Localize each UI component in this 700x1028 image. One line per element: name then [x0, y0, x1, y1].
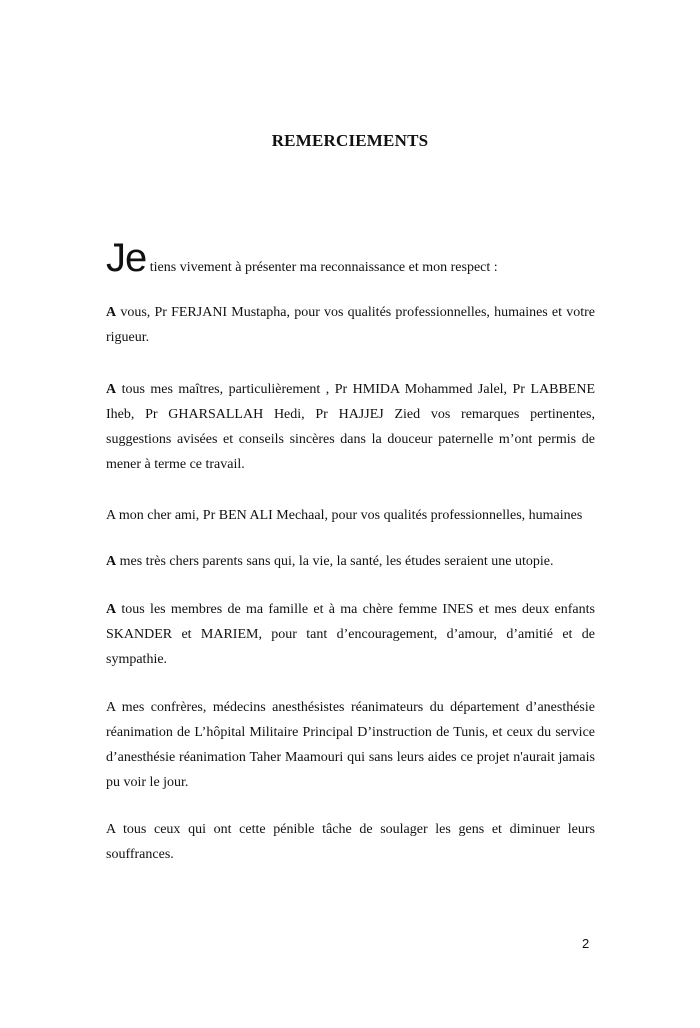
paragraph-ferjani [106, 300, 595, 350]
paragraph-text: mes très chers parents sans qui, la vie, la santé, les études seraient une utopie. [116, 554, 554, 569]
paragraph-text: A tous ceux qui ont cette pénible tâche de soulager les gens et diminuer leurs souffrances. [106, 822, 595, 862]
paragraph-maitres [106, 377, 595, 477]
paragraph-parents [106, 549, 595, 574]
paragraph-lead: A [106, 554, 117, 569]
dropcap-je: Je [106, 236, 147, 280]
paragraph-text: tous mes maîtres, particulièrement , Pr HMIDA Mohammed Jalel, Pr LABBENE Iheb, Pr GHARSALLAH Hedi, Pr HAJJEJ Zied vos remarques pertinentes, suggestions avisées et conseils sincères dans la douceur paternelle m’ont permis de mener à terme ce travail. [106, 382, 595, 472]
paragraph-lead: A [106, 602, 117, 617]
paragraph-text: vous, Pr FERJANI Mustapha, pour vos qualités professionnelles, humaines et votre rigueur. [106, 305, 595, 345]
paragraph-famille [106, 597, 595, 672]
paragraph-tous-ceux [106, 817, 595, 867]
intro-text: tiens vivement à présenter ma reconnaissance et mon respect : [146, 260, 498, 275]
paragraph-text: tous les membres de ma famille et à ma chère femme INES et mes deux enfants SKANDER et MARIEM, pour tant d’encouragement, d’amour, d’amitié et de sympathie. [106, 602, 595, 667]
paragraph-text: A mes confrères, médecins anesthésistes réanimateurs du département d’anesthésie réanimation de L’hôpital Militaire Principal D’instruction de Tunis, et ceux du service d’anesthésie réanimation Taher Maamouri qui sans leurs aides ce projet n'aurait jamais pu voir le jour. [106, 700, 595, 790]
paragraph-ami [106, 503, 595, 528]
intro-line [106, 238, 595, 278]
paragraph-lead: A [106, 305, 117, 320]
paragraph-lead: A [106, 382, 117, 397]
page-title: REMERCIEMENTS [271, 131, 429, 150]
paragraph-text: A mon cher ami, Pr BEN ALI Mechaal, pour vos qualités professionnelles, humaines [106, 508, 583, 523]
page-number: 2 [582, 936, 590, 951]
paragraph-confreres [106, 695, 595, 795]
